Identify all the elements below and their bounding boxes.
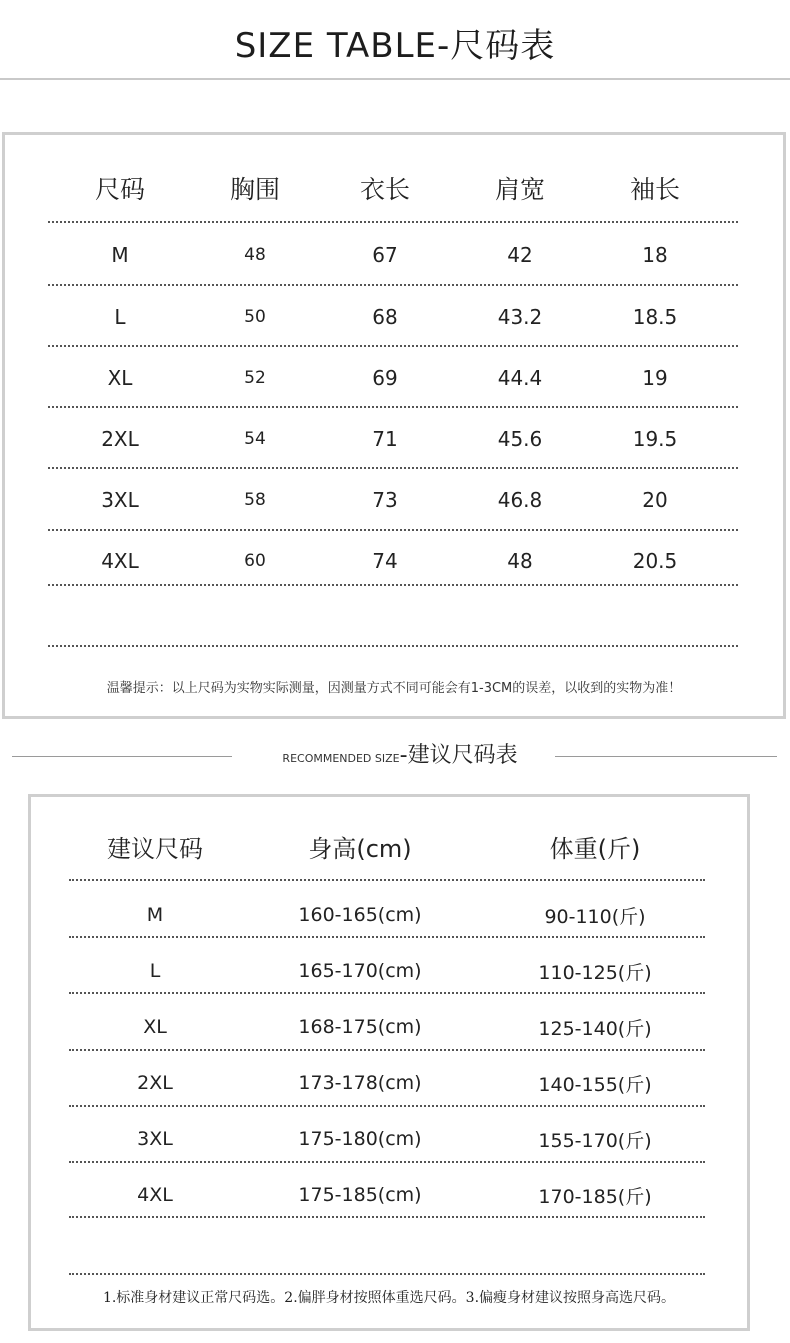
cell-height: 173-178(cm) [298, 1072, 422, 1094]
row-divider [48, 284, 738, 286]
cell-chest: 58 [244, 490, 266, 510]
cell-weight: 155-170(斤) [538, 1129, 652, 1152]
cell-length: 73 [372, 488, 398, 512]
size-table-header [45, 163, 745, 213]
header-height: 身高(cm) [308, 834, 412, 863]
cell-height: 165-170(cm) [298, 960, 422, 982]
cell-chest: 50 [244, 307, 266, 327]
row-divider [48, 645, 738, 647]
header-length: 衣长 [359, 175, 410, 204]
table-row [45, 470, 745, 530]
cell-weight: 110-125(斤) [538, 961, 652, 984]
cell-height: 175-185(cm) [298, 1184, 422, 1206]
cell-height: 160-165(cm) [298, 904, 422, 926]
cell-weight: 140-155(斤) [538, 1073, 652, 1096]
cell-size: XL [107, 366, 133, 390]
cell-height: 175-180(cm) [298, 1128, 422, 1150]
row-divider [69, 1049, 705, 1051]
header-shoulder: 肩宽 [494, 175, 545, 204]
cell-shoulder: 44.4 [497, 366, 543, 390]
table-row [45, 531, 745, 591]
page-title: SIZE TABLE-尺码表 [234, 26, 556, 66]
cell-size: 4XL [101, 549, 139, 573]
row-divider [69, 1273, 705, 1275]
table-row [65, 1167, 715, 1223]
cell-size: 2XL [137, 1072, 173, 1094]
header-size: 尺码 [94, 175, 145, 204]
cell-shoulder: 48 [507, 549, 533, 573]
cell-chest: 60 [244, 551, 266, 571]
heading-line-right [555, 756, 777, 757]
cell-size: M [146, 904, 164, 926]
row-divider [48, 406, 738, 408]
cell-length: 68 [372, 305, 398, 329]
cell-weight: 125-140(斤) [538, 1017, 652, 1040]
cell-shoulder: 45.6 [497, 427, 543, 451]
recommendation-note: 1.标准身材建议正常尺码选。2.偏胖身材按照体重选尺码。3.偏瘦身材建议按照身高选尺码。 [102, 1290, 676, 1306]
table-row [65, 887, 715, 943]
table-row [45, 225, 745, 285]
heading-line-left [12, 756, 232, 757]
row-divider [48, 345, 738, 347]
cell-weight: 170-185(斤) [538, 1185, 652, 1208]
table-row [65, 1111, 715, 1167]
row-divider [69, 1105, 705, 1107]
cell-size: 3XL [101, 488, 139, 512]
table-row [45, 409, 745, 469]
recommended-table-header [65, 823, 715, 869]
recommended-heading [0, 736, 790, 772]
cell-size: 3XL [137, 1128, 173, 1150]
row-divider [69, 1161, 705, 1163]
table-row [45, 348, 745, 408]
recommended-heading-en: RECOMMENDED SIZE [282, 752, 400, 765]
cell-length: 74 [372, 549, 398, 573]
table-row [65, 1055, 715, 1111]
cell-size: M [111, 243, 129, 267]
header-sleeve: 袖长 [629, 175, 680, 204]
cell-sleeve: 19 [642, 366, 668, 390]
cell-shoulder: 46.8 [497, 488, 543, 512]
header-chest: 胸围 [229, 175, 280, 204]
table-row [65, 943, 715, 999]
cell-size: L [149, 960, 161, 982]
cell-sleeve: 20 [642, 488, 668, 512]
cell-length: 71 [372, 427, 398, 451]
cell-chest: 48 [244, 245, 266, 265]
row-divider [69, 992, 705, 994]
title-divider [0, 78, 790, 80]
cell-length: 67 [372, 243, 398, 267]
table-row [45, 287, 745, 347]
recommended-heading-cn: -建议尺码表 [399, 743, 518, 768]
cell-size: XL [143, 1016, 167, 1038]
cell-shoulder: 42 [507, 243, 533, 267]
cell-length: 69 [372, 366, 398, 390]
cell-weight: 90-110(斤) [544, 905, 646, 928]
recommended-heading-text [250, 738, 550, 769]
row-divider [48, 221, 738, 223]
cell-sleeve: 18 [642, 243, 668, 267]
row-divider [48, 467, 738, 469]
cell-sleeve: 18.5 [632, 305, 678, 329]
header-weight: 体重(斤) [549, 834, 641, 863]
recommended-table-panel [28, 794, 750, 1331]
cell-chest: 52 [244, 368, 266, 388]
row-divider [48, 584, 738, 586]
cell-sleeve: 19.5 [632, 427, 678, 451]
table-row [65, 999, 715, 1055]
measurement-note: 温馨提示：以上尺码为实物实际测量，因测量方式不同可能会有1-3CM的误差，以收到的实物为准！ [106, 681, 682, 696]
cell-size: L [114, 305, 126, 329]
cell-height: 168-175(cm) [298, 1016, 422, 1038]
row-divider [69, 1216, 705, 1218]
cell-size: 2XL [101, 427, 139, 451]
cell-size: 4XL [137, 1184, 173, 1206]
cell-chest: 54 [244, 429, 266, 449]
cell-shoulder: 43.2 [497, 305, 543, 329]
row-divider [69, 879, 705, 881]
size-table-panel [2, 132, 786, 719]
row-divider [69, 936, 705, 938]
cell-sleeve: 20.5 [632, 549, 678, 573]
header-recommended-size: 建议尺码 [107, 834, 203, 863]
